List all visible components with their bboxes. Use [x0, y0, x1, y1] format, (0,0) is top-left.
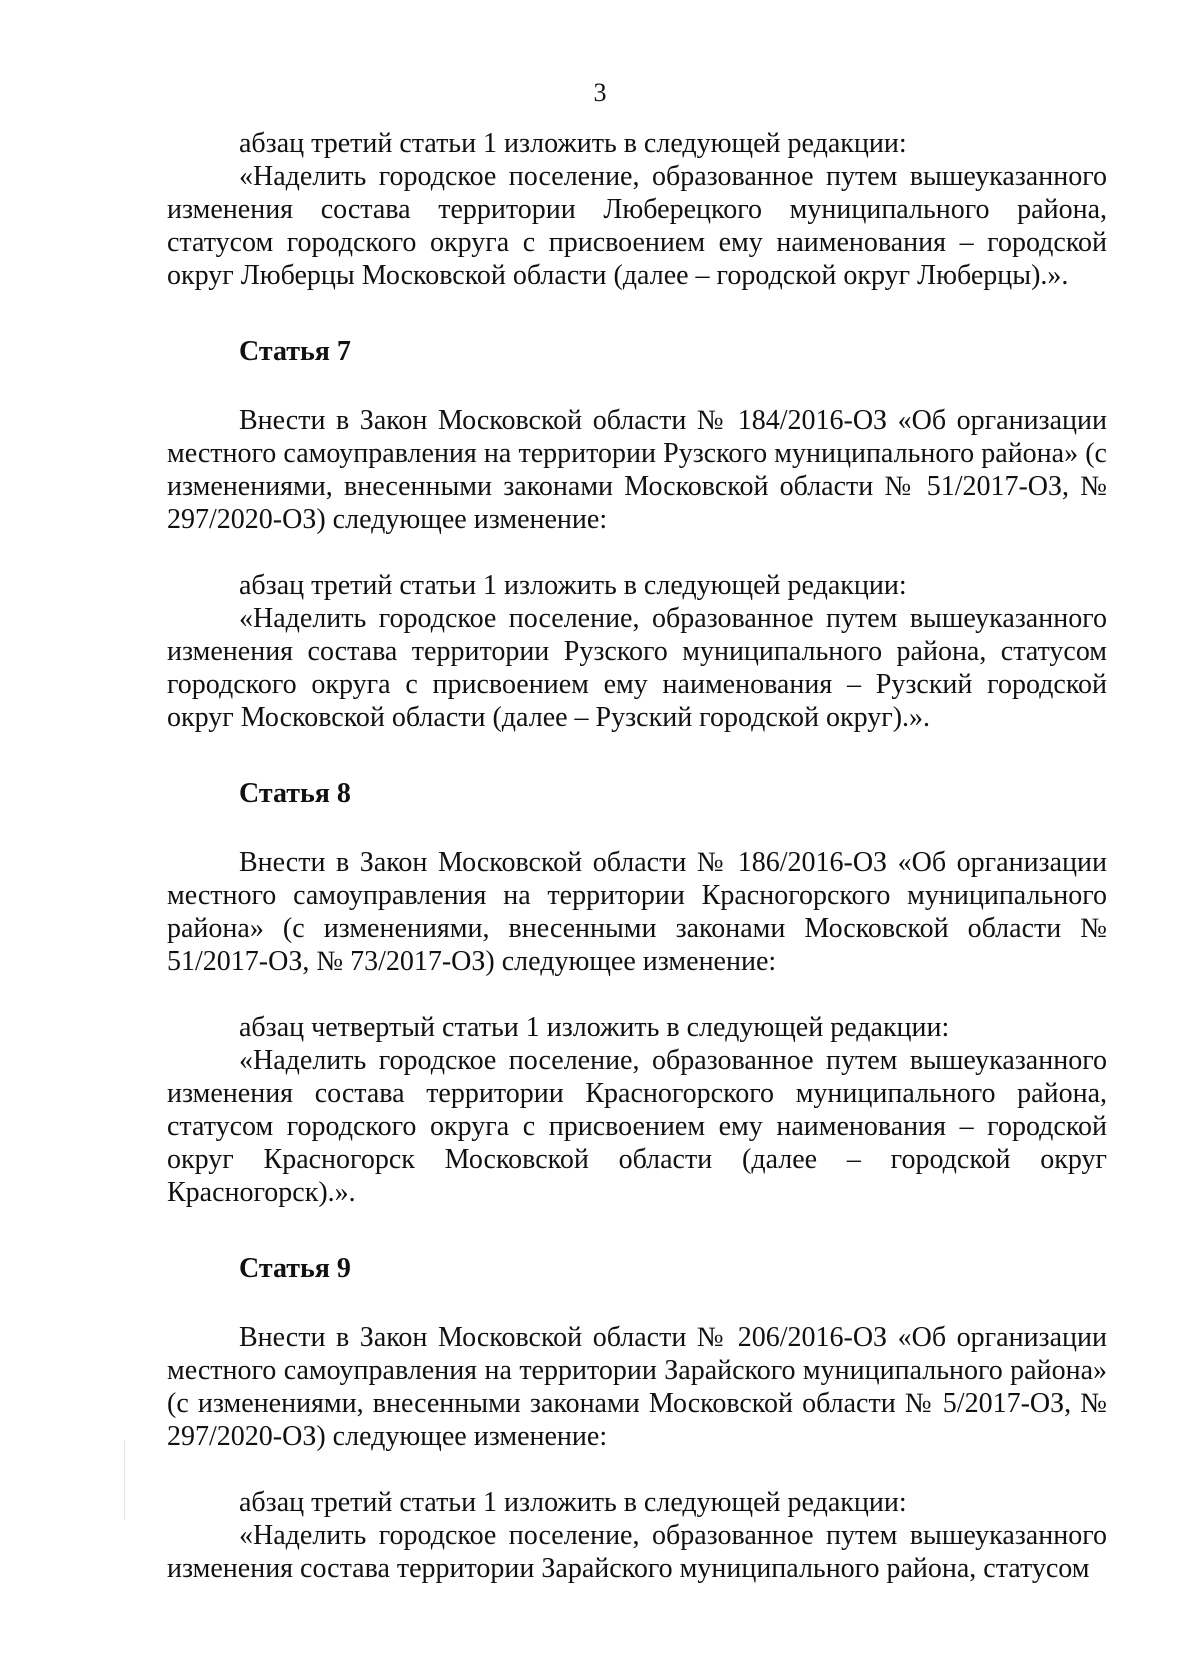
paragraph: «Наделить городское поселение, образованное путем вышеуказанного изменения состава территории Рузского муниципального района, статусом городского округа с присвоением ему наименования – Рузский городской округ Московской области (далее – Рузский городской округ).».: [167, 603, 1107, 733]
paragraph: Внести в Закон Московской области № 186/2016-ОЗ «Об организации местного самоуправления на территории Красногорского муниципального района» (с изменениями, внесенными законами Московской области № 51/2017-ОЗ, № 73/2017-ОЗ) следующее изменение:: [167, 847, 1107, 977]
article-heading: Статья 7: [239, 336, 351, 367]
scan-artifact-line: [124, 1440, 125, 1520]
paragraph: «Наделить городское поселение, образованное путем вышеуказанного изменения состава территории Люберецкого муниципального района, статусом городского округа с присвоением ему наименования – городской округ Люберцы Московской области (далее – городской округ Люберцы).».: [167, 161, 1107, 291]
paragraph: абзац четвертый статьи 1 изложить в следующей редакции:: [239, 1012, 950, 1043]
paragraph: «Наделить городское поселение, образованное путем вышеуказанного изменения состава территории Зарайского муниципального района, статусом: [167, 1520, 1107, 1584]
paragraph: абзац третий статьи 1 изложить в следующей редакции:: [239, 570, 907, 601]
page-number: 3: [593, 78, 607, 107]
paragraph: Внести в Закон Московской области № 184/2016-ОЗ «Об организации местного самоуправления на территории Рузского муниципального района» (с изменениями, внесенными законами Московской области № 51/2017-ОЗ, № 297/2020-ОЗ) следующее изменение:: [167, 405, 1107, 535]
paragraph: абзац третий статьи 1 изложить в следующей редакции:: [239, 1487, 907, 1518]
paragraph: абзац третий статьи 1 изложить в следующей редакции:: [239, 128, 907, 159]
article-heading: Статья 8: [239, 778, 351, 809]
paragraph: «Наделить городское поселение, образованное путем вышеуказанного изменения состава территории Красногорского муниципального района, статусом городского округа с присвоением ему наименования – городской округ Красногорск Московской области (далее – городской округ Красногорск).».: [167, 1045, 1107, 1208]
paragraph: Внести в Закон Московской области № 206/2016-ОЗ «Об организации местного самоуправления на территории Зарайского муниципального района» (с изменениями, внесенными законами Московской области № 5/2017-ОЗ, № 297/2020-ОЗ) следующее изменение:: [167, 1322, 1107, 1452]
document-body: [167, 127, 1107, 1585]
article-heading: Статья 9: [239, 1253, 351, 1284]
